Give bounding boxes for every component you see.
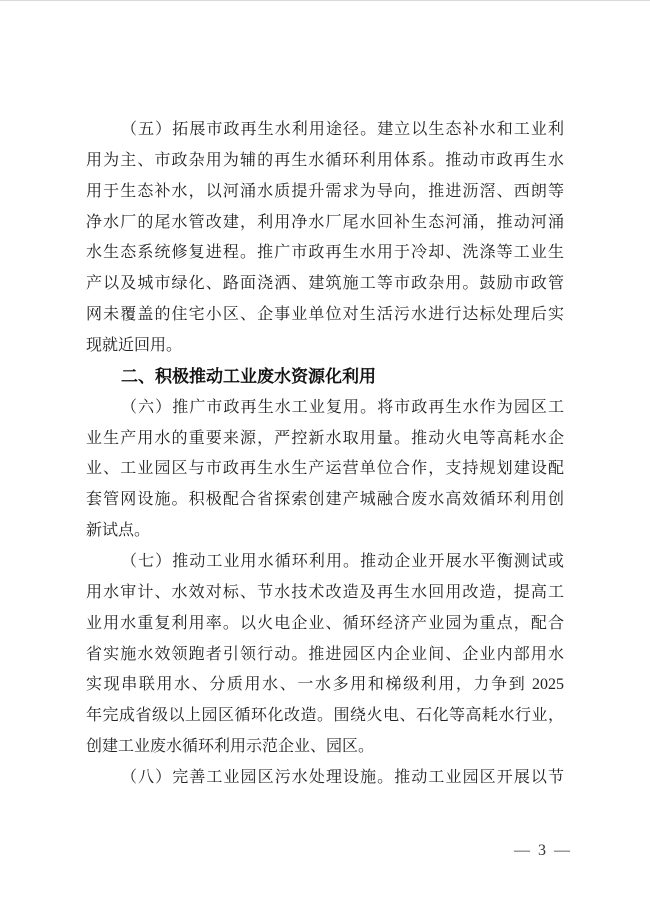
paragraph-clause-7 [86, 547, 564, 763]
clause-text: 实现串联用水、分质用水、一水多用和梯级利用，力争到 2025 [86, 676, 564, 694]
clause-title: （六）推广市政再生水工业复用。 [121, 398, 378, 416]
clause-text: 创建工业废水循环利用示范企业、园区。 [86, 738, 375, 756]
clause-text: 二、积极推动工业废水资源化利用 [121, 366, 376, 386]
clause-text: 用于生态补水，以河涌水质提升需求为导向，推进沥滘、西朗等 [86, 182, 564, 200]
clause-text: 用为主、市政杂用为辅的再生水循环利用体系。推动市政再生水 [86, 151, 564, 169]
clause-text: 用水审计、水效对标、节水技术改造及再生水回用改造，提高工 [86, 583, 564, 601]
clause-text: 套管网设施。积极配合省探索创建产城融合废水高效循环利用创 [86, 491, 564, 509]
clause-text: 业生产用水的重要来源，严控新水取用量。推动火电等高耗水企 [86, 429, 564, 447]
text-line [86, 393, 564, 424]
text-line [86, 269, 564, 300]
text-line [86, 485, 564, 516]
section-heading [86, 362, 564, 393]
clause-text: 将市政再生水作为园区工 [377, 398, 564, 416]
clause-text: 建立以生态补水和工业利 [377, 121, 564, 138]
text-line [86, 732, 564, 763]
clause-text: 业用水重复利用率。以火电企业、循环经济产业园为重点，配合 [86, 614, 564, 632]
clause-title: （八）完善工业园区污水处理设施。 [121, 769, 395, 787]
clause-title: （七）推动工业用水循环利用。 [121, 553, 361, 571]
text-line [86, 640, 564, 671]
text-line [86, 146, 564, 177]
clause-text: 水生态系统修复进程。推广市政再生水用于冷却、洗涤等工业生 [86, 244, 564, 262]
text-line [86, 578, 564, 609]
clause-text: 年完成省级以上园区循环化改造。围绕火电、石化等高耗水行业， [86, 707, 564, 725]
clause-text: 净水厂的尾水管改建，利用净水厂尾水回补生态河涌，推动河涌 [86, 213, 564, 231]
clause-text: 推动工业园区开展以节 [394, 769, 564, 787]
document-body [86, 115, 564, 794]
clause-text: 网未覆盖的住宅小区、企事业单位对生活污水进行达标处理后实 [86, 306, 564, 324]
clause-text: 推动企业开展水平衡测试或 [360, 553, 564, 571]
clause-text: 省实施水效领跑者引领行动。推进园区内企业间、企业内部用水 [86, 645, 564, 663]
clause-text: 新试点。 [86, 522, 151, 540]
paragraph-clause-5 [86, 115, 564, 362]
text-line [86, 238, 564, 269]
text-line [86, 670, 564, 701]
clause-title: （五）拓展市政再生水利用途径。 [121, 121, 378, 138]
text-line [86, 547, 564, 578]
text-line [86, 609, 564, 640]
page-number: — 3 — [514, 842, 572, 859]
text-line [86, 424, 564, 455]
text-line [86, 362, 564, 393]
paragraph-clause-6 [86, 393, 564, 547]
text-line [86, 177, 564, 208]
scan-edge-artifact [0, 0, 650, 1]
clause-text: 现就近回用。 [86, 337, 183, 355]
text-line [86, 454, 564, 485]
text-line [86, 763, 564, 794]
text-line [86, 516, 564, 547]
paragraph-clause-8 [86, 763, 564, 794]
text-line [86, 300, 564, 331]
text-line [86, 115, 564, 146]
text-line [86, 208, 564, 239]
text-line [86, 701, 564, 732]
clause-text: 产以及城市绿化、路面浇洒、建筑施工等市政杂用。鼓励市政管 [86, 275, 564, 293]
clause-text: 业、工业园区与市政再生水生产运营单位合作，支持规划建设配 [86, 460, 564, 478]
text-line [86, 331, 564, 362]
